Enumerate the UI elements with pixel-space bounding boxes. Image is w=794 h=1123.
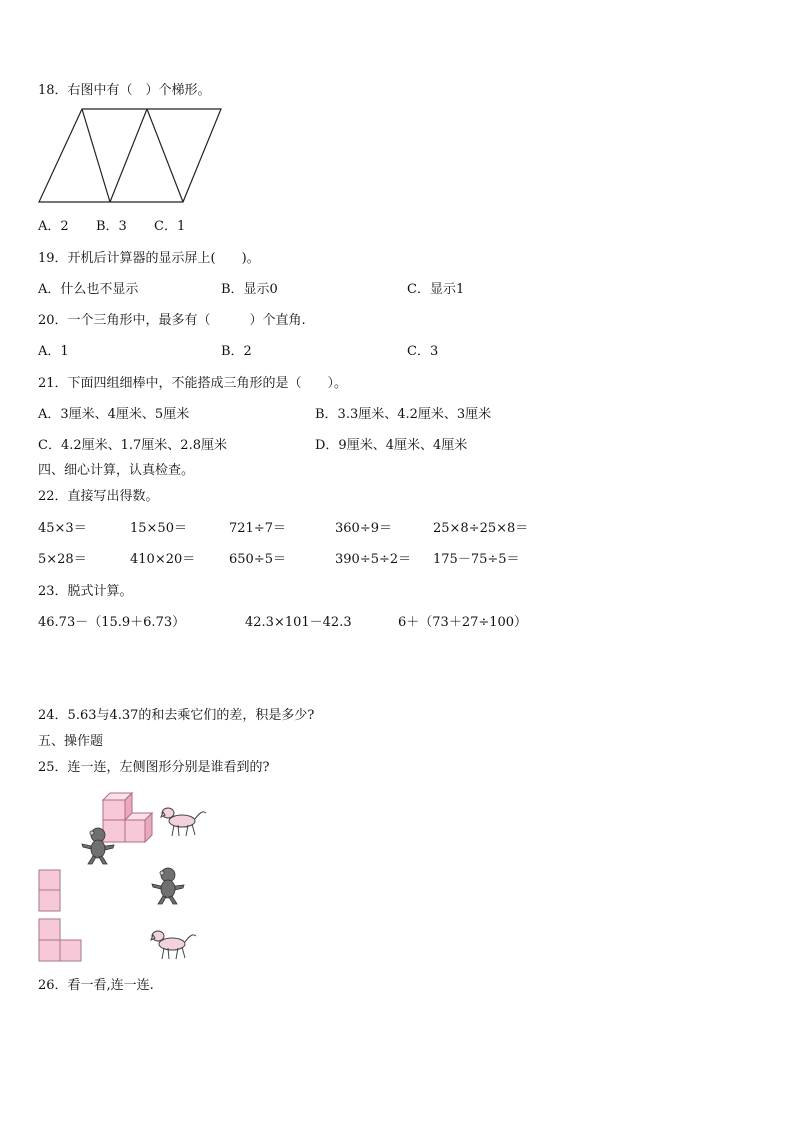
section-4-title: 四、细心计算，认真检查。	[38, 463, 195, 478]
q23-expr: 6＋（73＋27÷100）	[398, 615, 528, 630]
q22-expr: 5×28＝	[38, 552, 87, 567]
trapezoid-figure	[36, 106, 226, 206]
q22-expr: 410×20＝	[130, 552, 196, 567]
q24-stem: 24．5.63与4.37的和去乘它们的差，积是多少?	[38, 708, 315, 723]
view-l-shape-squares	[38, 918, 84, 964]
q22-expr: 390÷5÷2＝	[335, 552, 412, 567]
section-5-title: 五、操作题	[38, 734, 104, 749]
q21-option-c[interactable]: C．4.2厘米、1.7厘米、2.8厘米	[38, 438, 227, 453]
q21-stem: 21．下面四组细棒中，不能搭成三角形的是（ ）。	[38, 376, 348, 391]
q25-stem: 25．连一连，左侧图形分别是谁看到的?	[38, 760, 270, 775]
q20-option-b[interactable]: B．2	[221, 344, 252, 359]
q22-expr: 721÷7＝	[229, 521, 286, 536]
q22-expr: 360÷9＝	[335, 521, 392, 536]
q18-option-c[interactable]: C．1	[154, 219, 186, 234]
q22-expr: 25×8÷25×8＝	[433, 521, 529, 536]
dog-icon	[160, 803, 208, 839]
q22-expr: 45×3＝	[38, 521, 87, 536]
q19-option-a[interactable]: A．什么也不显示	[38, 282, 139, 297]
q26-stem: 26．看一看,连一连.	[38, 978, 154, 993]
q20-option-a[interactable]: A．1	[38, 344, 69, 359]
monkey-icon	[150, 866, 186, 906]
q18-option-b[interactable]: B．3	[96, 219, 127, 234]
q22-expr: 15×50＝	[130, 521, 187, 536]
q20-stem: 20．一个三角形中，最多有（ ）个直角.	[38, 313, 306, 328]
q19-stem: 19．开机后计算器的显示屏上( )。	[38, 251, 260, 266]
view-two-stacked-squares	[38, 869, 62, 913]
q23-stem: 23．脱式计算。	[38, 584, 133, 599]
q23-expr: 42.3×101－42.3	[245, 615, 352, 630]
q18-stem: 18．右图中有（ ）个梯形。	[38, 83, 211, 98]
q20-option-c[interactable]: C．3	[407, 344, 439, 359]
q19-option-b[interactable]: B．显示0	[221, 282, 278, 297]
q18-option-a[interactable]: A．2	[38, 219, 69, 234]
q21-option-a[interactable]: A．3厘米、4厘米、5厘米	[38, 407, 190, 422]
q22-stem: 22．直接写出得数。	[38, 489, 159, 504]
q19-option-c[interactable]: C．显示1	[407, 282, 465, 297]
q21-option-d[interactable]: D．9厘米、4厘米、4厘米	[315, 438, 468, 453]
dog-icon	[150, 926, 198, 962]
monkey-icon	[80, 826, 116, 866]
q21-option-b[interactable]: B．3.3厘米、4.2厘米、3厘米	[315, 407, 492, 422]
q23-expr: 46.73－（15.9＋6.73）	[38, 615, 186, 630]
q22-expr: 175－75÷5＝	[433, 552, 520, 567]
q22-expr: 650÷5＝	[229, 552, 286, 567]
